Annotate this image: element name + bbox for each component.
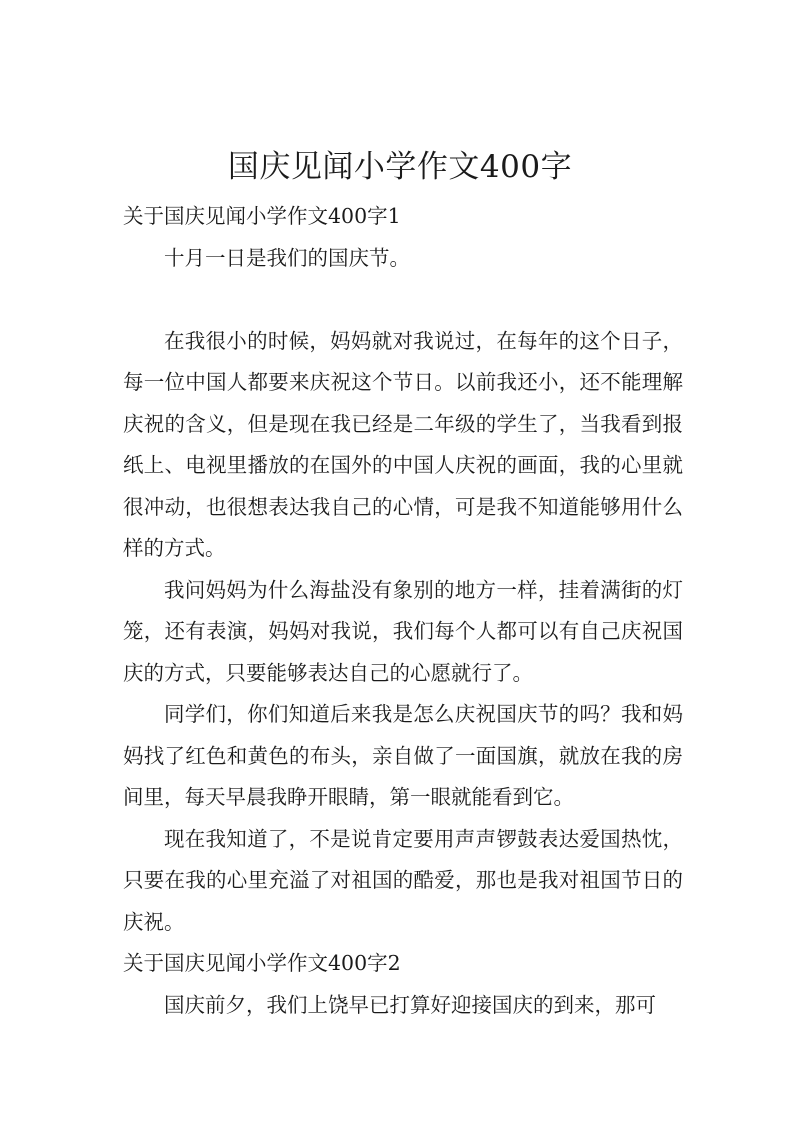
document-body (123, 196, 683, 1026)
paragraph: 同学们，你们知道后来我是怎么庆祝国庆节的吗？我和妈妈找了红色和黄色的布头，亲自做了一面国旗，就放在我的房间里，每天早晨我睁开眼睛，第一眼就能看到它。 (123, 702, 683, 809)
paragraph: 现在我知道了，不是说肯定要用声声锣鼓表达爱国热忱，只要在我的心里充溢了对祖国的酷爱，那也是我对祖国节日的庆祝。 (123, 826, 683, 934)
section-heading-1: 关于国庆见闻小学作文400字1 (123, 204, 401, 228)
paragraph: 国庆前夕，我们上饶早已打算好迎接国庆的到来，那可 (164, 992, 656, 1017)
paragraph: 我问妈妈为什么海盐没有象别的地方一样，挂着满街的灯笼，还有表演，妈妈对我说，我们每个人都可以有自己庆祝国庆的方式，只要能够表达自己的心愿就行了。 (123, 577, 683, 685)
paragraph: 十月一日是我们的国庆节。 (164, 245, 410, 270)
paragraph: 在我很小的时候，妈妈就对我说过，在每年的这个日子，每一位中国人都要来庆祝这个节日。以前我还小，还不能理解庆祝的含义，但是现在我已经是二年级的学生了，当我看到报纸上、电视里播放的在国外的中国人庆祝的画面，我的心里就很冲动，也很想表达我自己的心情，可是我不知道能够用什么样的方式。 (123, 328, 683, 560)
document-title: 国庆见闻小学作文400字 (227, 148, 573, 185)
section-heading-2: 关于国庆见闻小学作文400字2 (123, 951, 401, 975)
